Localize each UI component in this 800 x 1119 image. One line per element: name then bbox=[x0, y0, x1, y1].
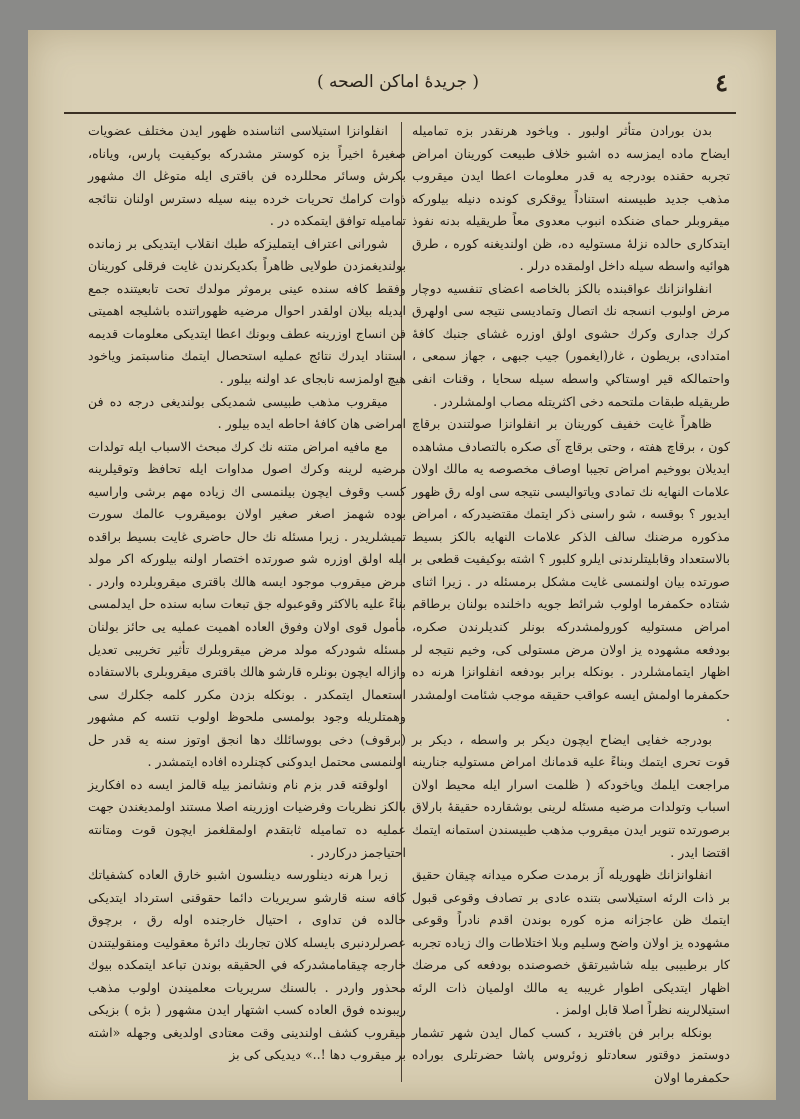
paragraph: بودرجه خفايى ايضاح ايچون ديكر بر واسطه ، ديكر بر قوت تحرى ايتمك وبناءً عليه قدمانك امراض مستوليه جنارينه مراجعت ايلمك وياخودكه ( ظلمت اسرار ايله محيط اولان اسباب وتولدات مرضيه مسئله لرينى بوشقارده حقيقهٔ بارلاق برصورتده تنوير ايدن ميقروب مذهب طبيسندن استمانه ايتمك اقتضا ايدر . bbox=[412, 731, 730, 860]
paragraph: زيرا هرنه دينلورسه دينلسون اشبو خارق العاده كشفياتك كافه سنه قارشو سريريات دائما حقوقنى استرداد ايتديكى حالده فن تداوى ، احتيال خارجنده اوله رق ، برچوق عصرلردنبرى بايسله كلان تجاربك دائرهٔ معقوليت ومنقوليتندن خارجه چيقامامشدركه في الحقيقه بوندن تباعد ايتمكده بيوك محذور واردر . بالسنك سريريات معلميندن اولوب مذهب ريبونده فوق العاده كسب اشتهار ايدن مشهور ( بژه ) بزيكى ميقروب كشف اولندينى وقت معتادى اولديغى وجهله «اشته بر ميقروب دها !..» ديديكى كى بز bbox=[88, 867, 406, 1063]
paragraph: انفلوانزانك عواقبنده بالكز بالخاصه اعضاى تنفسيه دوچار مرض اولبوب انسجه نك اتصال وتماديسى نتيجه سى اولهرق كرك جدارى وكرك حشوى اولق اوزره غشاى جنبك كافهٔ امتدادى، بريطون ، غار(ايغمور) جيب جبهى ، جهاز سمعى ، واحتمالكه قير اوستاكي واسطه سيله سحايا ، وقنات انفى طريقيله طبقات ملتحمه دخى اكثريتله مصاب اولمشلردر . bbox=[412, 280, 730, 409]
running-title: ( جريدهٔ اماكن الصحه ) bbox=[316, 72, 480, 92]
paragraph: اولوقته قدر بزم نام ونشانمز بيله قالمز ايسه ده افكاريز بالكز نظريات وفرضيات اوزرينه اصلا مستند اولمديغندن جهت عمليه ده تماميله ثابتقدم اولمقلغمز ايچون قوت ومتانته احتياجمز دركاردر . bbox=[88, 776, 406, 860]
right-column bbox=[412, 120, 730, 1090]
paragraph: ميقروب مذهب طبيسى شمديكى بولنديغى درجه ده فن امراضى هان كافهٔ احاطه ايده بيلور . bbox=[88, 393, 406, 432]
newspaper-page bbox=[28, 30, 776, 1100]
paragraph: بونكله برابر فن بافتريد ، كسب كمال ايدن شهر تشمار دوستمز دوقتور سعادتلو زوئروس پاشا حضرتلرى بوراده حكمفرما اولان bbox=[412, 1024, 730, 1085]
paragraph: مع مافيه امراض متنه نك كرك مبحث الاسباب ايله تولدات مرضيه لرينه وكرك اصول مداوات ايله تحافظ وتوقيلرينه كسب وقوف ايچون بيلنمسى اك زياده مهم برشى واراسيه بوده شهمز اصغر صغير اولان بوميقروب عالمك سورت تميشلريدر . زيرا مسئله نك حال حاضرى غايت بسيط براقده ايله اولق اوزره شو صورتده اختصار اولنه بيلوركه اكر مولد مرض ميقروب موجود ايسه هالك باقترى ميقروبلرده واردر . بناءً عليه بالاكثر وقوعبوله جق تبعات سابه سنده حل ايدلمسى مأمول قوى اولان وفوق العاده اهميت عمليه يى حائز بولنان مسئله شودركه مولد مرض ميقروبلرك تأثير تخريبى تعديل وازاله ايچون بونلره قارشو هالك باقترى ميقروبلرى بالاستفاده استعمال ايتمكدر . بونكله بزدن مكرر كلمه جكلرك سى وهمتلريله وجود بولمسى ملحوظ اولوب نتسه كم مشهور (برقوف) دخى بووسائلك دها انجق اوتوز سنه يه قدر حل اولنمسى محتمل ايدوكنى كچنلرده افاده ايتمشدر . bbox=[88, 438, 406, 770]
paragraph: بدن بورادن متأثر اولبور . وياخود هرنقدر بزه تماميله ايضاح ماده ايمزسه ده اشبو خلاف طبيعت كورينان امراض تجربه حقنده بودرجه يه قدر معلومات اعطا ايدن ميقروب مذهب جديد طبيسنه استناداً يوقكرى كونده دنيله بيلوركه ميقروبلر حماى ضنكده انبوب معدوى معاً طريقيله بدنه نفوذ ايتدكارى حالده نزلهٔ مستوليه ده، ظن اولندیغنه كوره ، طرق هوائيه واسطه سيله داخل اولمقده درلر . bbox=[412, 123, 730, 274]
header-rule bbox=[64, 112, 736, 114]
page-header bbox=[68, 68, 728, 102]
paragraph: شورانى اعتراف ايتمليزكه طبك انقلاب ايتديكى بر زمانده بولنديغمزدن طولايى ظاهراً بكديكرندن غايت فرقلى كورينان وفقط كافه سنده عينى برموثر مولدك تحت تابعيتنده جمع ايديله بيلان اولقدر احوال مرضيه ظهوراتنده باشليجه اهميتى فن انساج اوزرينه عطف وبونك اعطا ايتديكى معلومات قديمه استناد ايدرك نتائج عمليه استحصال ايتمك مناسبتمز وياخود هيچ اولمزسه نابجاى عد اولنه بيلور . bbox=[88, 235, 406, 387]
left-column bbox=[88, 120, 406, 1067]
paragraph: انفلوانزانك ظهوريله آز برمدت صكره ميدانه چيقان حقيق بر ذات الرئه استيلاسى بتنده عادى بر تصادف وقوعى قبول ايتمك ظن عاجزانه مزه كوره بوندن اقدم نادراً وقوعى مشهوده يز اولان واضح وسليم وبلا اختلاطات واك زياده تجربه كار برطبيبى بيله شاشيرتقق خصوصنده بودفعه كى مرضك اظهار ايتديكى اطوار غريبه يه مالك اولميان ذات الرئه استيلالرينه نظراً اصلا قابل اولمز . bbox=[412, 867, 730, 1018]
page-number: ٤ bbox=[715, 68, 728, 97]
paragraph: ظاهراً غايت خفيف كورينان بر انفلوانزا صولتندن برقاچ كون ، برقاچ هفته ، وحتى برقاچ آى صكره بالتصادف مشاهده ايديلان بووخيم امراض تجيبا اوصاف مخصوصه يه مالك اولان علامات النهايه نك تمادى وياتواليسى نتيجه سى اوله رق ظهور ايديور ؟ بوقسه ، شو راسنى ذكر ايتمك مقتضيدركه ، امراض مذكوره مرضنك سالف الذكر علامات النهايه بالكز بسيط بالاستعداد وقابليتلرندنى ايلرو كلبور ؟ اشته بوكيفيت قطعى بر صورتده بيان اولنمسى غايت مشكل برمسئله در . زيرا اثناى شتاده حكمفرما اولوب شرائط جويه داخلنده بولنان برطاقم امراض مستوليه كورولمشدركه بونلر كنديلرندن صكره، بودفعه مشهوده يز اولان مرض مستولى كى، وخيم نتيجه لر اظهار ايتمامشلردر . بونكله برابر بودفعه انفلوانزا هرنه ده حكمفرما اولمش ايسه عواقب حقيقه موجب شئامت اولمشدر . bbox=[411, 416, 730, 725]
paragraph: انفلوانزا استيلاسى اثناسنده ظهور ايدن مختلف عضويات صغيرهٔ اخيراً بزه كوستر مشدركه بوكيفيت پارس، وياناه، بكرش وسائر محللرده فن باقترى ايله متوغل اك مشهور ذوات كرامك تحريات خرده بينه سيله دسترس اولنان نتائجه تماميله توافق ايتمكده در . bbox=[88, 123, 406, 229]
